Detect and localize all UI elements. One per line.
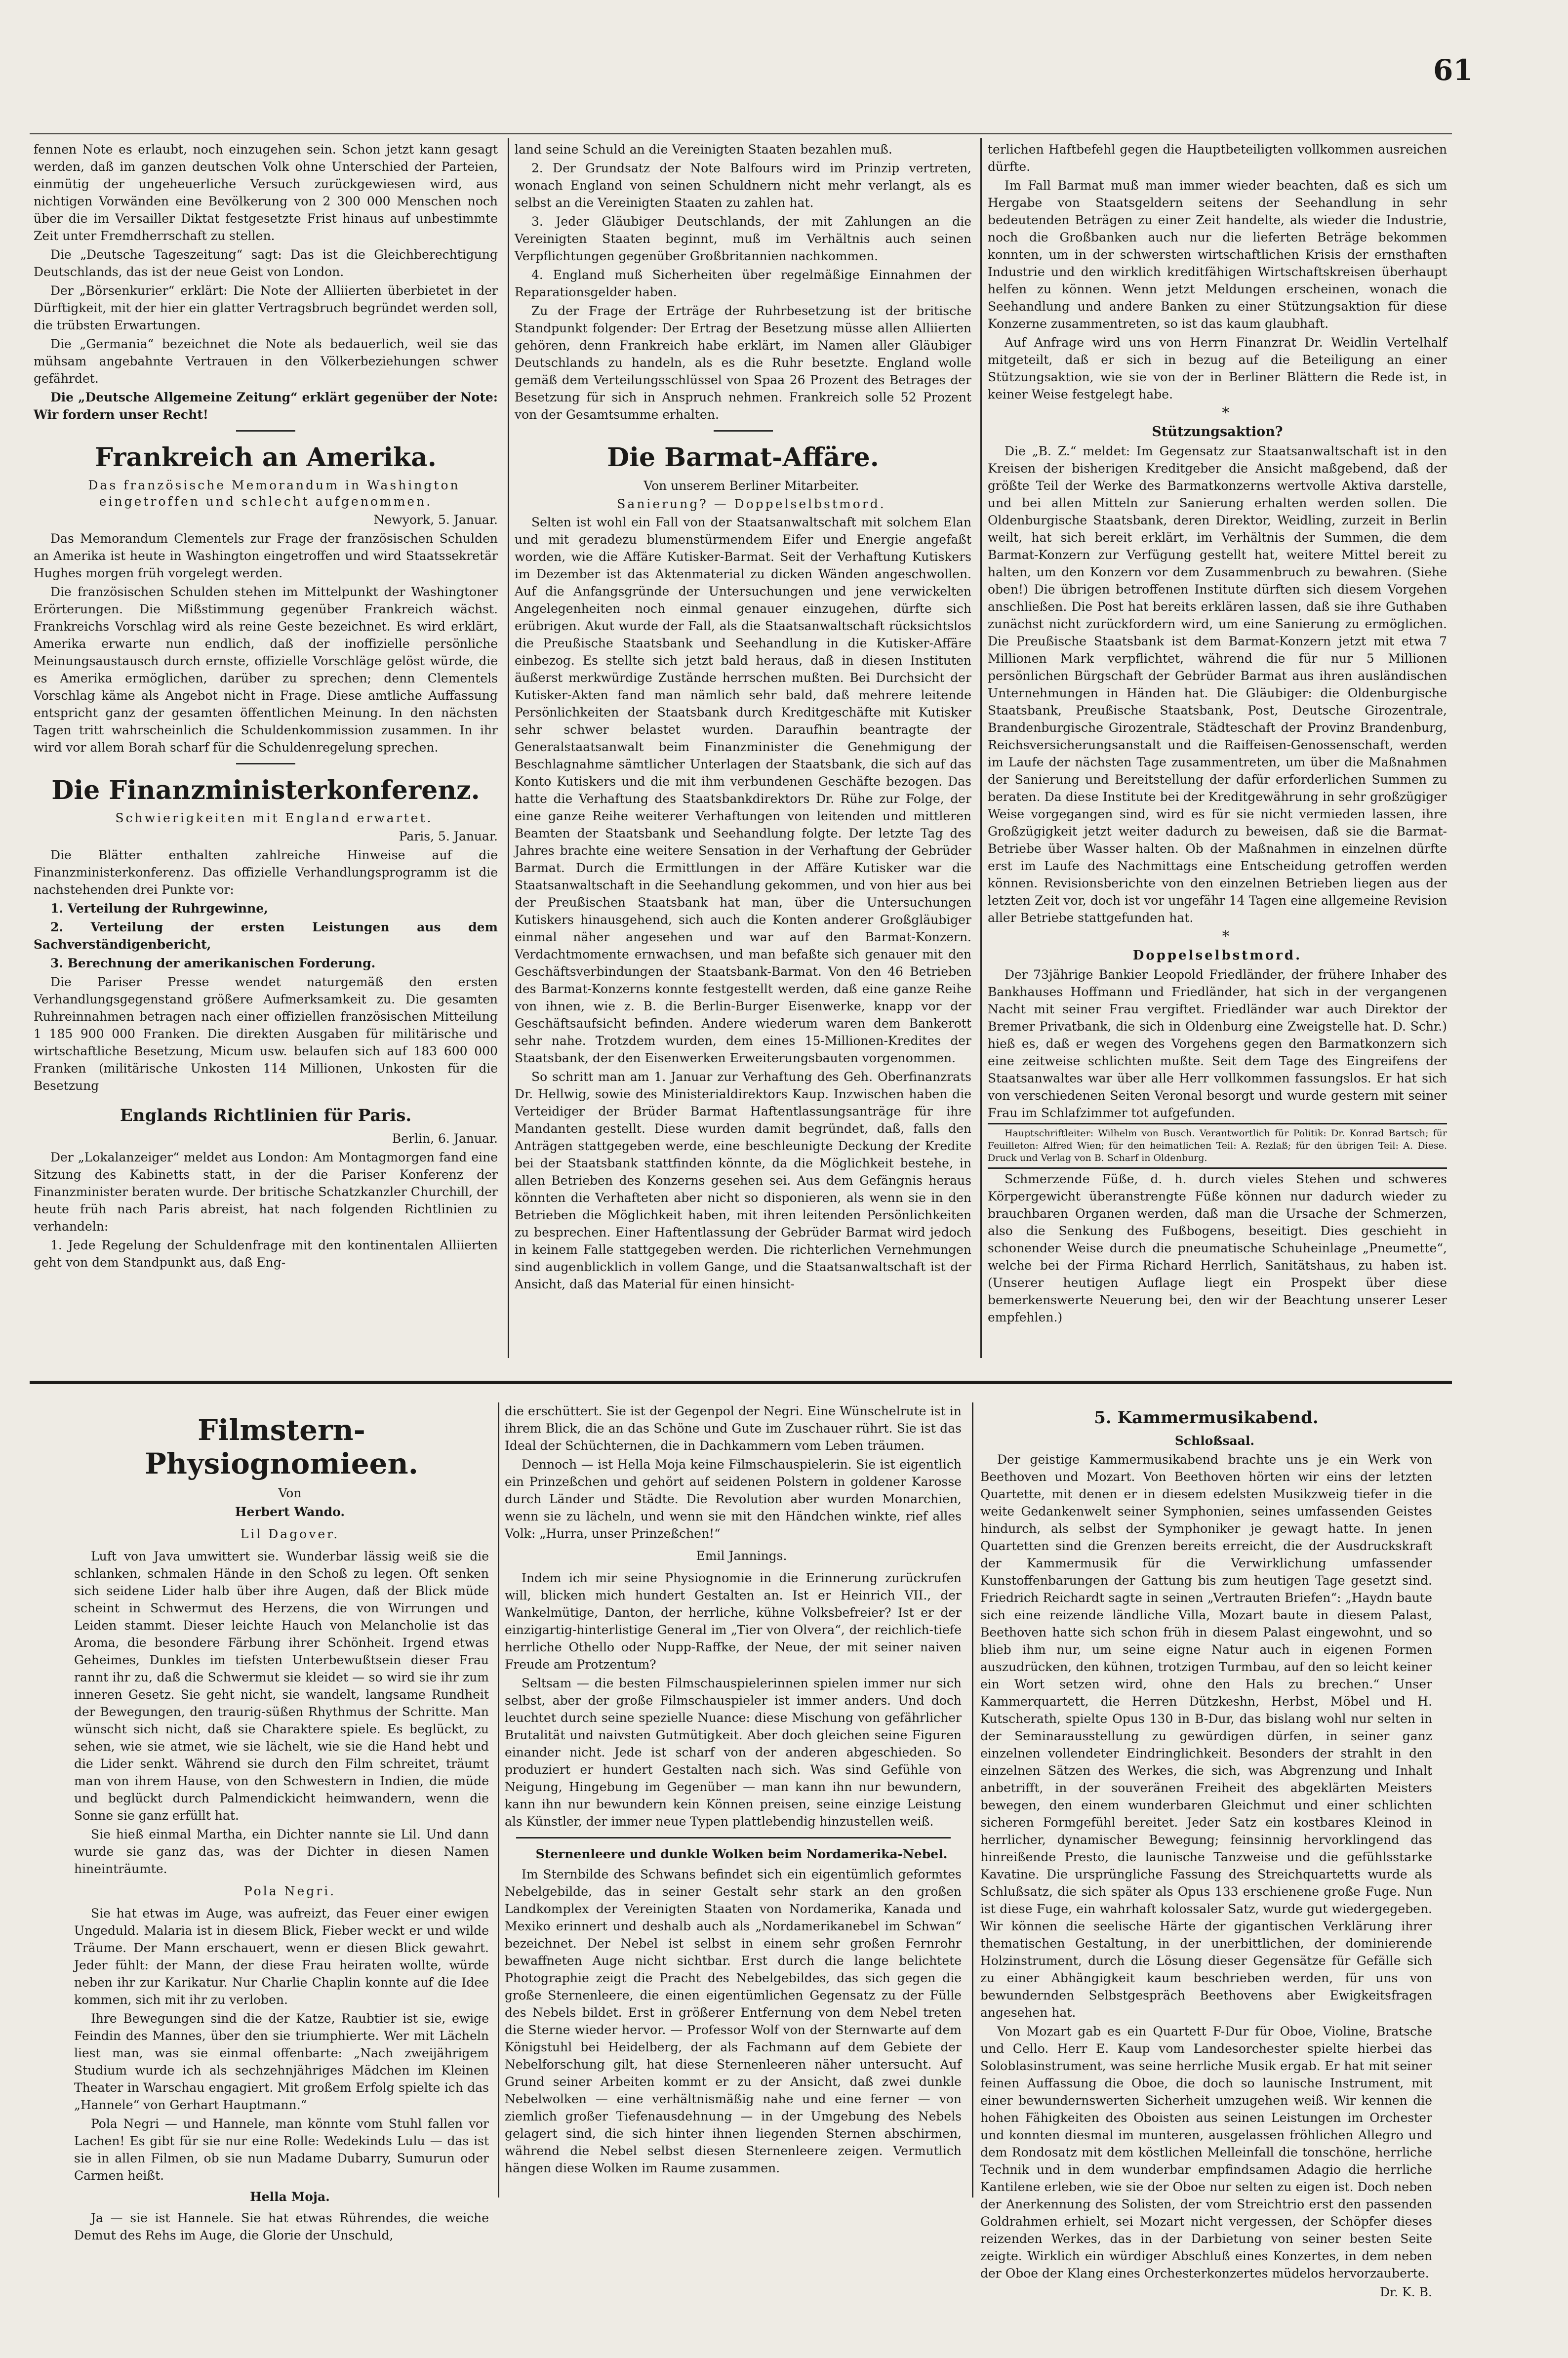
paragraph: Die französischen Schulden stehen im Mittelpunkt der Washingtoner Erörterungen. Die Mißstimmung gegenüber Frankreich wächst. Frankreichs Vorschlag wird als reine Geste bezeichnet. Es wird erklärt, Amerika erwarte nun endlich, daß der inoffizielle persönliche Meinungsaustausch durch ernste, offizielle Vorschläge gelöst würde, die es Amerika ermöglichen, darüber zu sprechen; denn Clementels Vorschlag käme als Angebot nicht in Frage. Diese amtliche Auffassung entspricht ganz der gesamten öffentlichen Meinung. In den nächsten Tagen tritt wahrscheinlich die Schuldenkommission zusammen. In ihr wird vor allem Borah scharf für die Schuldenregelung sprechen. [34, 585, 498, 755]
headline-englands-richtlinien: Englands Richtlinien für Paris. [120, 1106, 412, 1125]
paragraph: Der „Lokalanzeiger“ meldet aus London: Am Montagmorgen fand eine Sitzung des Kabinetts statt, in der die Pariser Konferenz der Finanzminister beraten wurde. Der britische Schatzkanzler Churchill, der heute früh nach Paris abreist, hat nach folgenden Richtlinien zu verhandeln: [34, 1150, 498, 1234]
paragraph: 3. Jeder Gläubiger Deutschlands, der mit Zahlungen an die Vereinigten Staaten beginnt, muß im Verhältnis auch seinen Verpflichtungen gegenüber Großbritannien nachkommen. [515, 214, 971, 263]
headline-barmat-affaere: Die Barmat-Affäre. [607, 442, 879, 473]
list-item: 3. Berechnung der amerikanischen Forderung. [50, 956, 376, 970]
paragraph: Pola Negri — und Hannele, man könnte vom Stuhl fallen vor Lachen! Es gibt für sie nur eine Rolle: Wedekinds Lulu — das ist sie in allen Filmen, ob sie nun Madame Dubarry, Sumurun oder Carmen heißt. [74, 2117, 489, 2183]
paragraph: die erschüttert. Sie ist der Gegenpol der Negri. Eine Wünschelrute ist in ihrem Blick, die an das Schöne und Gute im Zuschauer rührt. Sie ist das Ideal der Schüchternen, die in Dachkammern vom Leben träumen. [505, 1404, 962, 1453]
paragraph: Im Fall Barmat muß man immer wieder beachten, daß es sich um Hergabe von Staatsgeldern seitens der Seehandlung in sehr bedeutenden Beträgen zu einer Zeit handelte, als wieder die Industrie, noch die Großbanken auch nur die lieferten Beträge bekommen konnten, um in der schwersten wirtschaftlichen Krisis der ernsthaften Industrie und den wirklich kreditfähigen Wirtschaftskreisen überhaupt helfen zu können. Wenn jetzt Meldungen erscheinen, wonach die Seehandlung und andere Banken zu einer Stützungsaktion für diese Konzerne zusammentreten, so ist das kaum glaubhaft. [988, 178, 1447, 331]
paragraph: Die „B. Z.“ meldet: Im Gegensatz zur Staatsanwaltschaft ist in den Kreisen der bisherigen Kreditgeber die Ansicht maßgebend, daß der größte Teil der Werke des Barmatkonzerns wertvolle Aktiva darstelle, und bei allen Mitteln zur Sanierung erhalten werden sollen. Die Oldenburgische Staatsbank, deren Direktor, Weidling, zurzeit in Berlin weilt, hat sich bereit erklärt, im Verhältnis der Summen, die dem Barmat-Konzern zur Verfügung gestellt hat, weitere Mittel bereit zu halten, um den Konzern vor dem Zusammenbruch zu bewahren. (Siehe oben!) Die übrigen betroffenen Institute dürften sich diesem Vorgehen anschließen. Die Post hat bereits erklären lassen, daß sie ihre Guthaben zunächst nicht zurückfordern wird, um eine Sanierung zu ermöglichen. Die Preußische Staatsbank ist dem Barmat-Konzern jetzt mit etwa 7 Millionen Mark verpflichtet, während die für nur 5 Millionen persönlichen Bürgschaft der Gebrüder Barmat aus ihren ausländischen Unternehmungen in Händen hat. Die Gläubiger: die Oldenburgische Staatsbank, Preußische Staatsbank, Post, Deutsche Girozentrale, Brandenburgische Girozentrale, Städteschaft der Provinz Brandenburg, Reichsversicherungsanstalt und die Raiffeisen-Genossenschaft, werden im Laufe der nächsten Tage zusammentreten, um über die Maßnahmen der Sanierung und Bereitstellung der dafür erforderlichen Summen zu beraten. Da diese Institute bei der Kreditgewährung in sehr großzügiger Weise vorgegangen sind, wird es für sie nicht vermieden lassen, ihre Großzügigkeit jetzt weiter dadurch zu beweisen, daß sie die Barmat-Betriebe über Wasser halten. Ob der Maßnahmen in einzelnen dürfte erst im Laufe des Nachmittags eine Entscheidung getroffen werden können. Revisionsberichte von den einzelnen Betrieben liegen aus der letzten Zeit vor, doch ist vor ungefähr 14 Tagen eine allgemeine Revision aller Betriebe stattgefunden hat. [988, 444, 1447, 925]
column-rule [508, 138, 509, 1358]
headline-kammermusikabend: 5. Kammermusikabend. [1094, 1408, 1319, 1428]
paragraph: Die Pariser Presse wendet naturgemäß den ersten Verhandlungsgegenstand größere Aufmerksamkeit zu. Die gesamten Ruhreinnahmen betragen nach einer offiziellen französischen Mitteilung 1 185 900 000 Franken. Die direkten Ausgaben für militärische und wirtschaftliche Besetzung, Micum usw. belaufen sich auf 183 600 000 Franken (militärische Unkosten 114 Millionen, Unkosten für die Besetzung [34, 975, 498, 1093]
subheadline: Schloßsaal. [1174, 1434, 1255, 1448]
column-rule [980, 138, 982, 1358]
byline-von: Von [278, 1486, 302, 1500]
column-bottom-middle [505, 1402, 962, 2212]
paragraph: fennen Note es erlaubt, noch einzugehen sein. Schon jetzt kann gesagt werden, daß im ganzen deutschen Volk ohne Unterschied der Parteien, einmütig der ungeheuerliche Versuch zurückgewiesen wird, aus nichtigen Vorwänden eine Bevölkerung von 2 300 000 Menschen noch über die im Versailler Diktat festgesetzte Frist hinaus auf unbestimmte Zeit unter Fremdherrschaft zu stellen. [34, 142, 498, 243]
paragraph: Die Blätter enthalten zahlreiche Hinweise auf die Finanzministerkonferenz. Das offizielle Verhandlungsprogramm ist die nachstehenden drei Punkte vor: [34, 848, 498, 897]
column-rule [972, 1402, 973, 2198]
section-heading: Lil Dagover. [240, 1527, 340, 1541]
paragraph: Seltsam — die besten Filmschauspielerinnen spielen immer nur sich selbst, aber der große Filmschauspieler ist immer anders. Und doch leuchtet durch seine spezielle Nuance: diese Mischung von gefährlicher Brutalität und naivsten Gutmütigkeit. Aber doch gleichen seine Figuren einander nicht. Jede ist scharf von der anderen abgeschieden. So produziert er hundert Gestalten nach sich. Was sind Gefühle von Neigung, Hingebung im Gegenüber — man kann ihn nur bewundern, kann ihn nur bewundern kein Können preisen, seine einzige Leistung als Künstler, der immer neue Typen plattlebendig hinzustellen weiß. [505, 1676, 962, 1829]
section-heading: Emil Jannings. [696, 1549, 787, 1563]
section-heading: Sternenleere und dunkle Wolken beim Nordamerika-Nebel. [535, 1847, 948, 1861]
paragraph: Das Memorandum Clementels zur Frage der französischen Schulden an Amerika ist heute in Washington eingetroffen und wird Staatssekretär Hughes morgen früh vorgelegt werden. [34, 531, 498, 580]
headline-stuetzungsaktion: Stützungsaktion? [1152, 424, 1283, 440]
subheadline: Sanierung? — Doppelselbstmord. [617, 497, 886, 511]
list-item: 2. Verteilung der ersten Leistungen aus dem Sachverständigenbericht, [34, 920, 498, 952]
paragraph: terlichen Haftbefehl gegen die Hauptbeteiligten vollkommen ausreichen dürfte. [988, 142, 1447, 174]
paragraph: Sie hat etwas im Auge, was aufreizt, das Feuer einer ewigen Ungeduld. Malaria ist in diesem Blick, Fieber weckt er und wilde Träume. Der Mann erschauert, wenn er diesen Blick gewahrt. Jeder fühlt: der Mann, der diese Frau heiraten wollte, würde neben ihr zur Karikatur. Nur Charlie Chaplin konnte auf die Idee kommen, sich mit ihr zu verloben. [74, 1906, 489, 2007]
paragraph: Ihre Bewegungen sind die der Katze, Raubtier ist sie, ewige Feindin des Mannes, über den sie triumphierte. Wer mit Lächeln liest man, was sie einmal offenbarte: „Nach zweijährigem Studium wurde ich als sechzehnjähriges Mädchen im Kleinen Theater in Warschau engagiert. Mit großem Erfolg spielte ich das „Hannele“ von Gerhart Hauptmann.“ [74, 2011, 489, 2112]
separator [516, 1837, 951, 1838]
column-bottom-right [980, 1402, 1432, 2299]
dateline: Paris, 5. Januar. [399, 829, 498, 843]
paragraph: 4. England muß Sicherheiten über regelmäßige Einnahmen der Reparationsgelder haben. [515, 268, 971, 299]
advertisement-text: Schmerzende Füße, d. h. durch vieles Stehen und schweres Körpergewicht überanstrengte Füße können nur dadurch wieder zu brauchbaren Organen werden, daß man die Ursache der Schmerzen, also die Senkung des Fußbogens, beseitigt. Dies geschieht in schonender Weise durch die pneumatische Schuheinlage „Pneumette“, welche bei der Firma Richard Herrlich, Sanitätshaus, zu haben ist. (Unserer heutigen Auflage liegt ein Prospekt über diese bemerkenswerte Neuerung bei, den wir der Beachtung unserer Leser empfehlen.) [988, 1172, 1447, 1324]
page-number: 61 [1433, 53, 1473, 87]
paragraph: Ja — sie ist Hannele. Sie hat etwas Rührendes, die weiche Demut des Rehs im Auge, die Glorie der Unschuld, [74, 2211, 489, 2242]
paragraph: Dennoch — ist Hella Moja keine Filmschauspielerin. Sie ist eigentlich ein Prinzeßchen und gehört auf seidenen Polstern in goldener Karosse durch Länder und Städte. Die Revolution aber wurden Monarchien, wenn sie zu lächeln, und wenn sie mit den Händchen winkte, rief alles Volk: „Hurra, unser Prinzeßchen!“ [505, 1457, 962, 1541]
separator [236, 430, 295, 432]
headline-doppelselbstmord: Doppelselbstmord. [1132, 948, 1302, 963]
paragraph: land seine Schuld an die Vereinigten Staaten bezahlen muß. [515, 142, 892, 157]
paragraph: Der geistige Kammermusikabend brachte uns je ein Werk von Beethoven und Mozart. Von Beethoven hörten wir eins der letzten Quartette, mit denen er in diesem edelsten Musikzweig tiefer in die weite Gedankenwelt seiner Symphonien, seines umfassenden Geistes hindurch, als selbst der Symphoniker je gewagt hatte. In jenen Quartetten sind die Grenzen bereits erreicht, die der Ausdruckskraft der Kammermusik für die Verwirklichung umfassender Kunstoffenbarungen der Gattung bis zum heutigen Tage gesetzt sind. Friedrich Reichardt sagte in seinen „Vertrauten Briefen“: „Haydn baute sich eine reizende ländliche Villa, Mozart baute in diesem Palast, Beethoven hatte sich schon früh in diesem Palast eingewohnt, und so blieb ihm nur, um seine eigne Natur auch in eigenen Formen auszudrücken, den kühnen, trotzigen Turmbau, auf den so leicht keiner ein Wort setzen wird, ohne den Hals zu brechen.“ Unser Kammerquartett, die Herren Dützkeshn, Herbst, Möbel und H. Kutscherath, spielte Opus 130 in B-Dur, das bislang wohl nur selten in der Seminarausstellung zu gewürdigen dürfen, in seiner ganz einzelnen vollendeter Eindringlichkeit. Besonders der strahlt in den einzelnen Sätzen des Werkes, die sich, was Abgrenzung und Inhalt anbetrifft, in der souveränen Freiheit des abgeklärten Meisters bewegen, den einem wunderbaren Gleichmut und einer schlichten sicheren Formgefühl bereitet. Jeder Satz ein kostbares Kleinod in herrlicher, dynamischer Bewegung; feinsinnig hervorklingend das hinreißende Presto, die launische Tanzweise und die gefühlsstarke Kavatine. Die ursprüngliche Fassung des Streichquartetts wurde als Schlußsatz, die sich später als Opus 133 erschienene große Fuge. Nun ist diese Fuge, ein wahrhaft kolossaler Satz, wurde gut wiedergegeben. Wir können die seelische Härte der gigantischen Verklärung ihrer thematischen Gestaltung, in der unerbittlichen, der dominierende Holzinstrument, durch die Lösung dieser Gegensätze für Gefälle sich zu einer Abhängigkeit kaum beschrieben werden, für uns von bewundernden Selbstgespräch Beethovens aber Ewigkeitsfragen angesehen hat. [980, 1452, 1432, 2020]
paragraph: Die „Deutsche Tageszeitung“ sagt: Das ist die Gleichberechtigung Deutschlands, das ist der neue Geist von London. [34, 247, 498, 279]
paragraph: Der „Börsenkurier“ erklärt: Die Note der Alliierten überbietet in der Dürftigkeit, mit der hier ein glatter Vertragsbruch begründet werden soll, die trübsten Erwartungen. [34, 283, 498, 332]
paragraph: Sie hieß einmal Martha, ein Dichter nannte sie Lil. Und dann wurde sie ganz das, was der Dichter in diesen Namen hineinträumte. [74, 1827, 489, 1876]
paragraph: Im Sternbilde des Schwans befindet sich ein eigentümlich geformtes Nebelgebilde, das in seiner Gestalt sehr stark an den großen Landkomplex der Vereinigten Staaten von Nordamerika, Kanada und Mexiko erinnert und deshalb auch als „Nordamerikanebel im Schwan“ bezeichnet. Der Nebel ist selbst in einem sehr großen Fernrohr bewaffneten Auge nicht sichtbar. Erst durch die lange belichtete Photographie zeigt die Pracht des Nebelgebildes, das sich gegen die große Sternenleere, die einen eigentümlichen Gegensatz zu der Fülle des Nebels bildet. Erst in größerer Entfernung von dem Nebel treten die Sterne wieder hervor. — Professor Wolf von der Sternwarte auf dem Königstuhl bei Heidelberg, der als Fachmann auf dem Gebiete der Nebelforschung gilt, hat diese Sternenleeren näher untersucht. Auf Grund seiner Arbeiten kommt er zu der Ansicht, daß zwei dunkle Nebelwolken — eine verhältnismäßig nahe und eine ferner — von ziemlich großer Tiefenausdehnung — in der Umgebung des Nebels gelagert sind, die sich hinter ihnen liegenden Sternen abschirmen, während die Nebel selbst diesen Sternenleere zeigen. Vermutlich hängen diese Wolken im Raume zusammen. [505, 1867, 962, 2175]
feuilleton-divider [30, 1381, 1452, 1384]
impressum: Hauptschriftleiter: Wilhelm von Busch. Verantwortlich für Politik: Dr. Konrad Bartsch; für Feuilleton: Alfred Wien; für den heimatlichen Teil: A. Rezlaß; für den übrigen Teil: A. Diese. Druck und Verlag von B. Scharf in Oldenburg. [988, 1123, 1447, 1169]
asterisk-separator: * [1222, 404, 1230, 422]
list-item: 1. Verteilung der Ruhrgewinne, [50, 901, 268, 916]
paragraph: Selten ist wohl ein Fall von der Staatsanwaltschaft mit solchem Elan und mit geradezu blumenstürmendem Eifer und Energie angefaßt worden, wie die Affäre Kutisker-Barmat. Seit der Verhaftung Kutiskers im Dezember ist das Aktenmaterial zu dicken Wänden angeschwollen. Auf die Anfangsgründe der Untersuchungen und jene verwickelten Angelegenheiten noch einmal genauer einzugehen, dürfte sich erübrigen. Akut wurde der Fall, als die Staatsanwaltschaft rücksichtslos die Preußische Staatsbank und Seehandlung in die Kutisker-Affäre einbezog. Es stellte sich jetzt bald heraus, daß in diesen Instituten äußerst merkwürdige Zustände herrschen mußten. Bei Durchsicht der Kutisker-Akten fand man nämlich sehr bald, daß mehrere leitende Persönlichkeiten der Staatsbank durch Kreditgeschäfte mit Kutisker sehr schwer belastet wurden. Daraufhin beantragte der Generalstaatsanwalt beim Finanzminister die Genehmigung der Beschlagnahme sämtlicher Unterlagen der Staatsbank, die sich auf das Konto Kutiskers und die mit ihm verbundenen Geschäfte bezogen. Das hatte die Verhaftung des Staatsbankdirektors Dr. Rühe zur Folge, der eine ganze Reihe weiterer Verhaftungen von leitenden und mittleren Beamten der Staatsbank und Seehandlung folgte. Der letzte Tag des Jahres brachte eine weitere Sensation in der Verhaftung der Gebrüder Barmat. Durch die Ermittlungen in der Affäre Kutisker war die Staatsanwaltschaft in die Seehandlung gekommen, und von hier aus bei der Preußischen Staatsbank hat man, über die Untersuchungen Kutiskers hinausgehend, sich auch die Konten anderer Großgläubiger einmal näher angesehen und war auf den Barmat-Konzern. Verdachtmomente ernwachsen, und man befaßte sich genauer mit den Geschäftsverbindungen der Staatsbank-Barmat. Von den 46 Betrieben des Barmat-Konzerns konnte festgestellt werden, daß eine ganze Reihe von ihnen, wie z. B. die Berlin-Burger Eisenwerke, knapp vor der Geschäftsaufsicht befinden. Andere wiederum waren dem Bankerott sehr nahe. Trotzdem wurden, dem eines 15-Millionen-Kredites der Staatsbank, der den Eisenwerken Erweiterungsbauten vorgenommen. [515, 515, 971, 1065]
top-rule [30, 133, 1452, 134]
column-top-left [34, 141, 498, 1375]
signature: Dr. K. B. [1379, 2285, 1432, 2299]
column-rule [498, 1402, 499, 2198]
paragraph: So schritt man am 1. Januar zur Verhaftung des Geh. Oberfinanzrats Dr. Hellwig, sowie des Ministerialdirektors Kaup. Inzwischen haben die Verteidiger der Brüder Barmat Haftentlassungsanträge für ihre Mandanten gestellt. Diese wurden damit begründet, daß, falls den Anträgen stattgegeben werde, eine beschleunigte Deckung der Kredite bei der Staatsbank stattfinden könnte, da die Möglichkeit bestehe, in allen Betrieben des Konzerns gesehen sei. Aus dem Gefängnis heraus könnten die Verhafteten aber nicht so disponieren, als wenn sie in den Betrieben die Möglichkeit haben, mit ihren leitenden Persönlichkeiten zu besprechen. Einer Haftentlassung der Gebrüder Barmat wird jedoch in keinem Falle stattgegeben werden. Die richterlichen Vernehmungen sind augenblicklich in vollem Gange, und die Staatsanwaltschaft ist der Ansicht, daß das Material für einen hinsicht- [515, 1070, 971, 1291]
dateline: Newyork, 5. Januar. [373, 513, 498, 527]
column-bottom-left [74, 1402, 489, 2242]
byline-author: Herbert Wando. [235, 1505, 345, 1519]
separator [714, 430, 773, 432]
headline-frankreich: Frankreich an Amerika. [95, 442, 437, 473]
column-top-middle [515, 141, 971, 1375]
paragraph: Die „Deutsche Allgemeine Zeitung“ erklärt gegenüber der Note: Wir fordern unser Recht! [34, 390, 498, 422]
paragraph: 1. Jede Regelung der Schuldenfrage mit den kontinentalen Alliierten geht von dem Standpunkt aus, daß Eng- [34, 1238, 498, 1270]
paragraph: Der 73jährige Bankier Leopold Friedländer, der frühere Inhaber des Bankhauses Hoffmann und Friedländer, hat sich in der vergangenen Nacht mit seiner Frau vergiftet. Friedländer war auch Direktor der Bremer Privatbank, die sich in Oldenburg eine Zweigstelle hat. D. Schr.) hieß es, daß er wegen des Vorgehens gegen den Barmatkonzern sich eine zeitweise schlichten mußte. Seit dem Tage des Eingreifens der Staatsanwaltes war über alle Herr vollkommen fassungslos. Er hat sich von verschiedenen Seiten Veronal besorgt und wurde gestern mit seiner Frau im Schlafzimmer tot aufgefunden. [988, 967, 1447, 1120]
byline: Von unserem Berliner Mitarbeiter. [643, 479, 859, 493]
column-top-right [988, 141, 1447, 1375]
paragraph: Indem ich mir seine Physiognomie in die Erinnerung zurückrufen will, blicken mich hundert Gestalten an. Ist er Heinrich VII., der Wankelmütige, Danton, der herrliche, kühne Volksbefreier? Ist er der einzigartig-hinterlistige General im „Tier von Olvera“, der reichlich-tiefe herrliche Othello oder Nupp-Raffke, der Neue, der mit seiner naiven Freude am Protzentum? [505, 1571, 962, 1672]
asterisk-separator: * [1222, 928, 1230, 945]
separator [236, 763, 295, 764]
paragraph: 2. Der Grundsatz der Note Balfours wird im Prinzip vertreten, wonach England von seinen Schuldnern nicht mehr verlangt, als es selbst an die Vereinigten Staaten zu zahlen hat. [515, 161, 971, 210]
section-heading: Pola Negri. [243, 1884, 336, 1898]
paragraph: Zu der Frage der Erträge der Ruhrbesetzung ist der britische Standpunkt folgender: Der Ertrag der Besetzung müsse allen Alliierten gehören, denn Frankreich habe erklärt, im Namen aller Gläubiger Deutschlands zu handeln, als es die Ruhr besetzte. England wolle gemäß dem Verteilungsschlüssel von Spaa 26 Prozent des Betrages der Besetzung für sich in Anspruch nehmen. Frankreich solle 52 Prozent von der Gesamtsumme erhalten. [515, 304, 971, 422]
subheadline: Das französische Memorandum in Washington eingetroffen und schlecht aufgenommen. [88, 478, 460, 509]
headline-filmstern-physiognomieen: Filmstern-Physiognomieen. [145, 1413, 418, 1480]
subheadline: Schwierigkeiten mit England erwartet. [115, 811, 433, 825]
paragraph: Die „Germania“ bezeichnet die Note als bedauerlich, weil sie das mühsam angebahnte Vertrauen in den Völkerbeziehungen schwer gefährdet. [34, 337, 498, 386]
paragraph: Auf Anfrage wird uns von Herrn Finanzrat Dr. Weidlin Vertelhalf mitgeteilt, daß er sich in bezug auf die Beteiligung an einer Stützungsaktion, wie sie von der in Berliner Blättern die Rede ist, in keiner Weise festgelegt habe. [988, 335, 1447, 401]
section-heading: Hella Moja. [250, 2190, 330, 2204]
paragraph: Von Mozart gab es ein Quartett F-Dur für Oboe, Violine, Bratsche und Cello. Herr E. Kaup vom Landesorchester spielte hierbei das Soloblasinstrument, was seine herrliche Musik ergab. Er hat mit seiner feinen Auffassung die Oboe, die doch so launische Instrument, mit einer bewundernswerten Sicherheit umzugehen weiß. Wir kennen die hohen Fähigkeiten des Oboisten aus seinen Leistungen im Orchester und konnten diesmal im munteren, ausgelassen fröhlichen Allegro und dem Rondosatz mit dem köstlichen Melleinfall die tonschöne, herrliche Technik und in dem wunderbar empfindsamen Adagio die herrliche Kantilene erleben, wie sie der Oboe nur selten zu eigen ist. Doch neben der Anerkennung des Solisten, der vom Streichtrio erst den passenden Goldrahmen erhielt, sei Mozart nicht vergessen, der Schöpfer dieses reizenden Werkes, das in der Darbietung von seiner besten Seite zeigte. Wirklich ein würdiger Abschluß eines Konzertes, in dem neben der Oboe der Klang eines Orchesterkonzertes müdelos hervorzauberte. [980, 2024, 1432, 2280]
dateline: Berlin, 6. Januar. [392, 1131, 498, 1146]
paragraph: Luft von Java umwittert sie. Wunderbar lässig weiß sie die schlanken, schmalen Hände in den Schoß zu legen. Oft senken sich seidene Lider halb über ihre Augen, daß der Blick müde scheint in Schwermut des Herzens, die von Wirrungen und Leiden stammt. Dieser leichte Hauch von Melancholie ist das Aroma, die besondere Färbung ihrer Schönheit. Irgend etwas Geheimes, Dunkles im tiefsten Unterbewußtsein dieser Frau rannt ihr zu, daß die Schwermut sie kleidet — so wird sie ihr zum inneren Gesetz. Sie geht nicht, sie wandelt, langsame Rundheit der Bewegungen, den traurig-süßen Rhythmus der Schritte. Man wünscht sich nicht, daß sie Charaktere spiele. Es beglückt, zu sehen, wie sie atmet, wie sie lächelt, wie sie die Hand hebt und die Lider senkt. Während sie durch den Film schreitet, träumt man von ihrem Hause, von den Schwestern in Indien, die müde und beglückt durch Palmendickicht heimwandern, wenn die Sonne sie ganz erfüllt hat. [74, 1549, 489, 1823]
headline-finanzministerkonferenz: Die Finanzministerkonferenz. [51, 775, 480, 805]
